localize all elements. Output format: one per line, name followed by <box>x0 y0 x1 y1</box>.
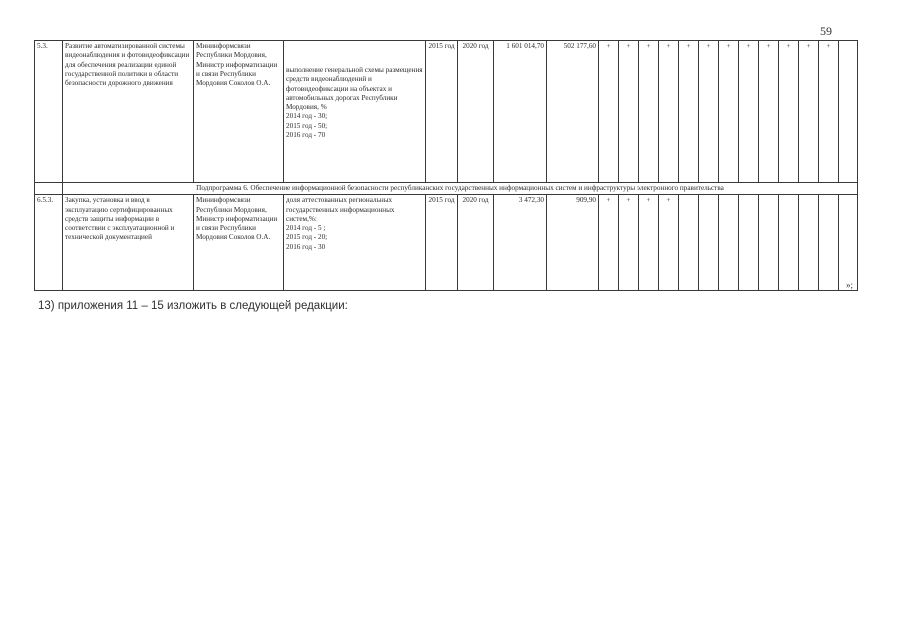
indicator-text: выполнение генеральной схемы размещения средств видеонаблюдений и фотовидеофиксации на объектах и автомобильных дорогах Республики Мордовия, % <box>286 66 423 112</box>
mark-cell <box>759 195 779 291</box>
indicator <box>284 41 426 183</box>
amount-secondary: 909,90 <box>547 195 599 291</box>
executor: Мининформсвязи Республики Мордовия, Министр информатизации и связи Республики Мордовия Соколов О.А. <box>194 195 284 291</box>
mark-cell: + <box>599 41 619 183</box>
mark-cell: + <box>659 195 679 291</box>
mark-cell: + <box>779 41 799 183</box>
mark-cell <box>699 195 719 291</box>
amount-total: 3 472,30 <box>494 195 547 291</box>
indicator-text: доля аттестованных региональных государственных информационных систем,%: <box>286 196 395 223</box>
indicator-year: 2015 год - 50; <box>286 121 328 130</box>
indicator-year: 2016 год - 30 <box>286 242 326 251</box>
amount-secondary: 502 177,60 <box>547 41 599 183</box>
indicator-year: 2014 год - 30; <box>286 112 328 121</box>
mark-cell: + <box>799 41 819 183</box>
mark-cell: + <box>719 41 739 183</box>
mark-cell: + <box>659 41 679 183</box>
subprogram-heading-row <box>35 183 858 195</box>
mark-cell: + <box>759 41 779 183</box>
program-table <box>34 40 858 291</box>
mark-cell: + <box>619 41 639 183</box>
empty-cell <box>839 41 858 183</box>
indicator-year: 2016 год - 70 <box>286 131 326 140</box>
row-end-mark: »; <box>846 280 854 290</box>
mark-cell: + <box>819 41 839 183</box>
mark-cell <box>799 195 819 291</box>
row-number: 5.3. <box>35 41 63 183</box>
measure-name: Развитие автоматизированной системы видеонаблюдения и фотовидеофиксации для обеспечения реализации единой государственной политики в области безопасности дорожного движения <box>63 41 194 183</box>
mark-cell: + <box>699 41 719 183</box>
end-year: 2020 год <box>458 195 494 291</box>
measure-name: Закупка, установка и ввод в эксплуатацию сертифицированных средств защиты информации в соответствии с эксплуатационной и технической документацией <box>63 195 194 291</box>
mark-cell <box>779 195 799 291</box>
mark-cell: + <box>639 41 659 183</box>
mark-cell <box>679 195 699 291</box>
empty-cell <box>35 183 63 195</box>
amendment-note: 13) приложения 11 – 15 изложить в следующей редакции: <box>38 300 348 312</box>
table-row <box>35 195 858 291</box>
start-year: 2015 год <box>426 41 458 183</box>
mark-cell: + <box>599 195 619 291</box>
subprogram-heading: Подпрограмма 6. Обеспечение информационной безопасности республиканских государственных информационных систем и инфраструктуры электронного правительства <box>63 183 858 195</box>
indicator <box>284 195 426 291</box>
executor: Мининформсвязи Республики Мордовия, Министр информатизации и связи Республики Мордовия Соколов О.А. <box>194 41 284 183</box>
indicator-year: 2014 год - 5 ; <box>286 224 326 233</box>
mark-cell <box>819 195 839 291</box>
mark-cell: + <box>639 195 659 291</box>
empty-cell <box>839 195 858 291</box>
table-row <box>35 41 858 183</box>
row-number: 6.5.3. <box>35 195 63 291</box>
mark-cell: + <box>679 41 699 183</box>
amount-total: 1 601 014,70 <box>494 41 547 183</box>
page-number: 59 <box>820 24 832 38</box>
mark-cell: + <box>619 195 639 291</box>
start-year: 2015 год <box>426 195 458 291</box>
mark-cell <box>739 195 759 291</box>
indicator-year: 2015 год - 20; <box>286 233 328 242</box>
mark-cell: + <box>739 41 759 183</box>
mark-cell <box>719 195 739 291</box>
end-year: 2020 год <box>458 41 494 183</box>
